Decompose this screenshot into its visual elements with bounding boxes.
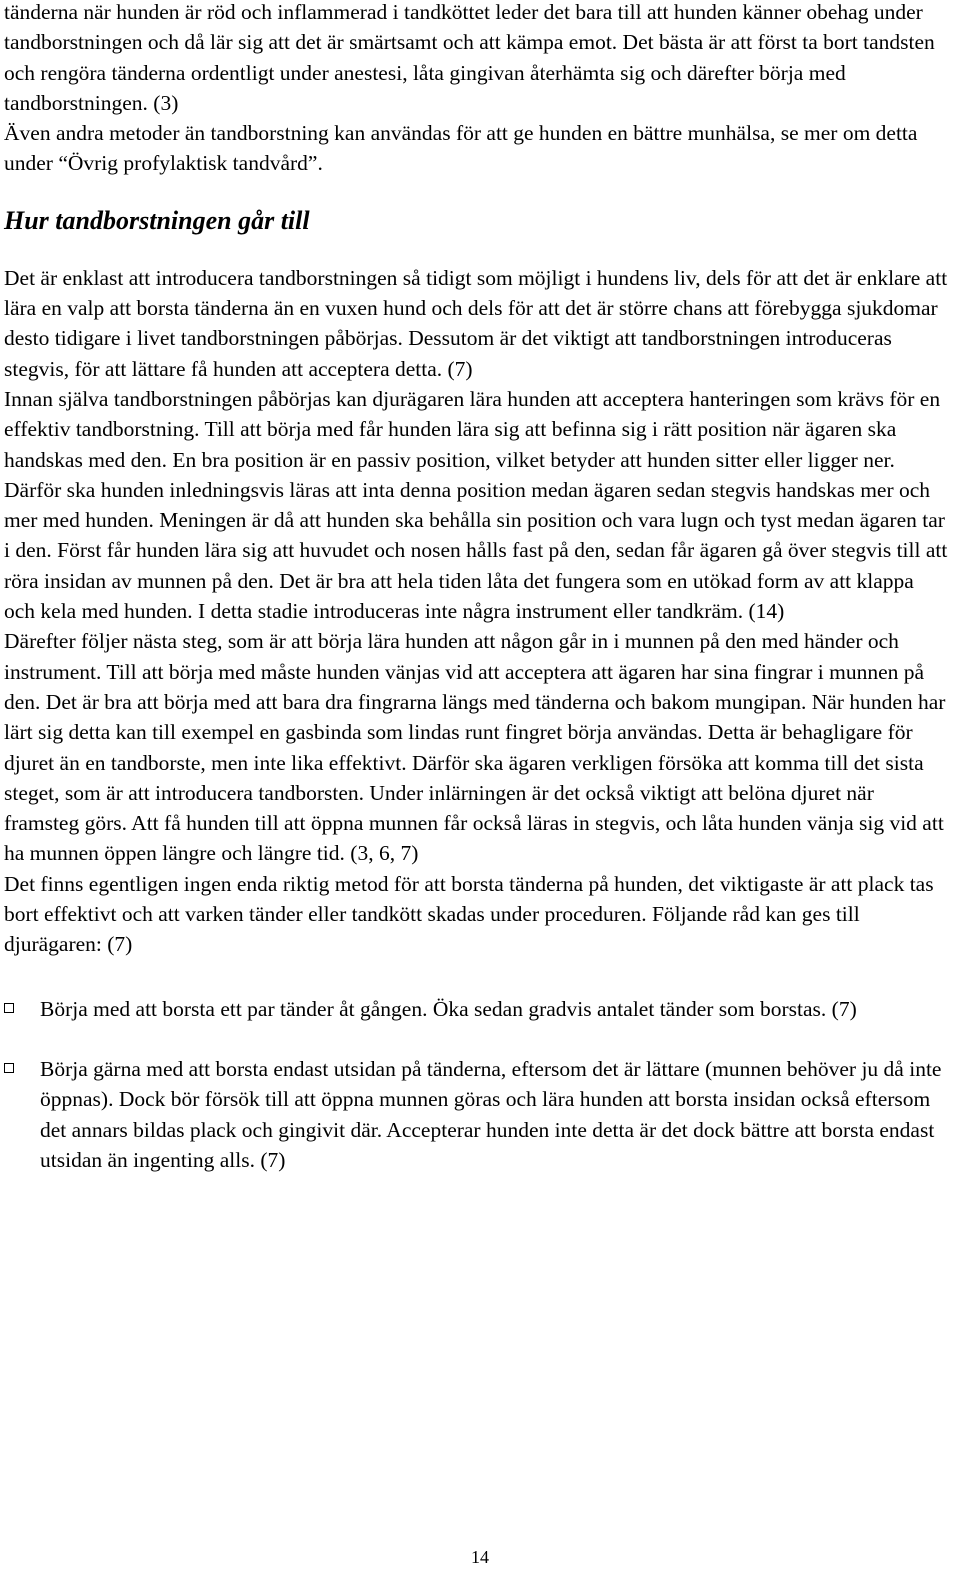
list-item xyxy=(4,1054,950,1175)
paragraph-early-introduction: Det är enklast att introducera tandborstningen så tidigt som möjligt i hundens liv, dels för att det är enklare att lära en valp att borsta tänderna än en vuxen hund och dels för att det är större chans att förebygga sjukdomar desto tidigare i livet tandborstningen påbörjas. Dessutom är det viktigt att tandborstningen introduceras stegvis, för att lättare få hunden att acceptera detta. (7) xyxy=(4,265,948,381)
paragraph-next-steps: Därefter följer nästa steg, som är att börja lära hunden att någon går in i munnen på den med händer och instrument. Till att börja med måste hunden vänjas vid att acceptera att ägaren har sina fingrar i munnen på den. Det är bra att börja med att bara dra fingrarna längs med tänderna och bakom mungipan. När hunden har lärt sig detta kan till exempel en gasbinda som lindas runt fingret börja användas. Detta är behagligare för djuret än en tandborste, men inte lika effektivt. Därför ska ägaren verkligen försöka att komma till det sista steget, som är att introducera tandborsten. Under inlärningen är det också viktigt att belöna djuret när framsteg görs. Att få hunden till att öppna munnen får också läras in stegvis, och låta hunden vänja sig vid att ha munnen öppen längre och längre tid. (3, 6, 7) xyxy=(4,629,946,866)
paragraph-intro-continuation: tänderna när hunden är röd och inflammerad i tandköttet leder det bara till att hunden känner obehag under tandborstningen och då lär sig att det är smärtsamt och att kämpa emot. Det bästa är att först ta bort tandsten och rengöra tänderna ordentligt under anestesi, låta gingivan återhämta sig och därefter börja med tandborstningen. (3) xyxy=(4,0,935,115)
advice-list xyxy=(4,994,950,1175)
list-item xyxy=(4,994,950,1024)
checkbox-bullet-icon xyxy=(4,1003,14,1013)
paragraph-handling-training: Innan själva tandborstningen påbörjas kan djurägaren lära hunden att acceptera hanteringen som krävs för en effektiv tandborstning. Till att börja med får hunden lära sig att befinna sig i rätt position när ägaren ska handskas med den. En bra position är en passiv position, vilket betyder att hunden sitter eller ligger ner. Därför ska hunden inledningsvis läras att inta denna position medan ägaren sedan stegvis handskas mer och mer med hunden. Meningen är då att hunden ska behålla sin position och vara lugn och tyst medan ägaren tar i den. Först får hunden lära sig att huvudet och nosen hålls fast på den, sedan får ägaren gå över stegvis till att röra insidan av munnen på den. Det är bra att hela tiden låta det fungera som en utökad form av att klappa och kela med hunden. I detta stadie introduceras inte några instrument eller tandkräm. (14) xyxy=(4,386,948,624)
paragraph-other-methods: Även andra metoder än tandborstning kan användas för att ge hunden en bättre munhälsa, se mer om detta under “Övrig profylaktisk tandvård”. xyxy=(4,121,918,176)
page-content xyxy=(4,0,950,1205)
page-number: 14 xyxy=(471,1547,489,1567)
list-item-text: Börja gärna med att borsta endast utsidan på tänderna, eftersom det är lättare (munnen behöver ju då inte öppnas). Dock bör försök till att öppna munnen göras och lära hunden att borsta insidan också eftersom det annars bildas plack och gingivit där. Accepterar hunden inte detta är det dock bättre att borsta endast utsidan än ingenting alls. (7) xyxy=(40,1056,942,1172)
section-heading: Hur tandborstningen går till xyxy=(4,205,310,235)
checkbox-bullet-icon xyxy=(4,1063,14,1073)
paragraph-advice-intro: Det finns egentligen ingen enda riktig metod för att borsta tänderna på hunden, det viktigaste är att plack tas bort effektivt och att varken tänder eller tandkött skadas under proceduren. Följande råd kan ges till djurägaren: (7) xyxy=(4,871,934,957)
list-item-text: Börja med att borsta ett par tänder åt gången. Öka sedan gradvis antalet tänder som borstas. (7) xyxy=(40,996,857,1021)
